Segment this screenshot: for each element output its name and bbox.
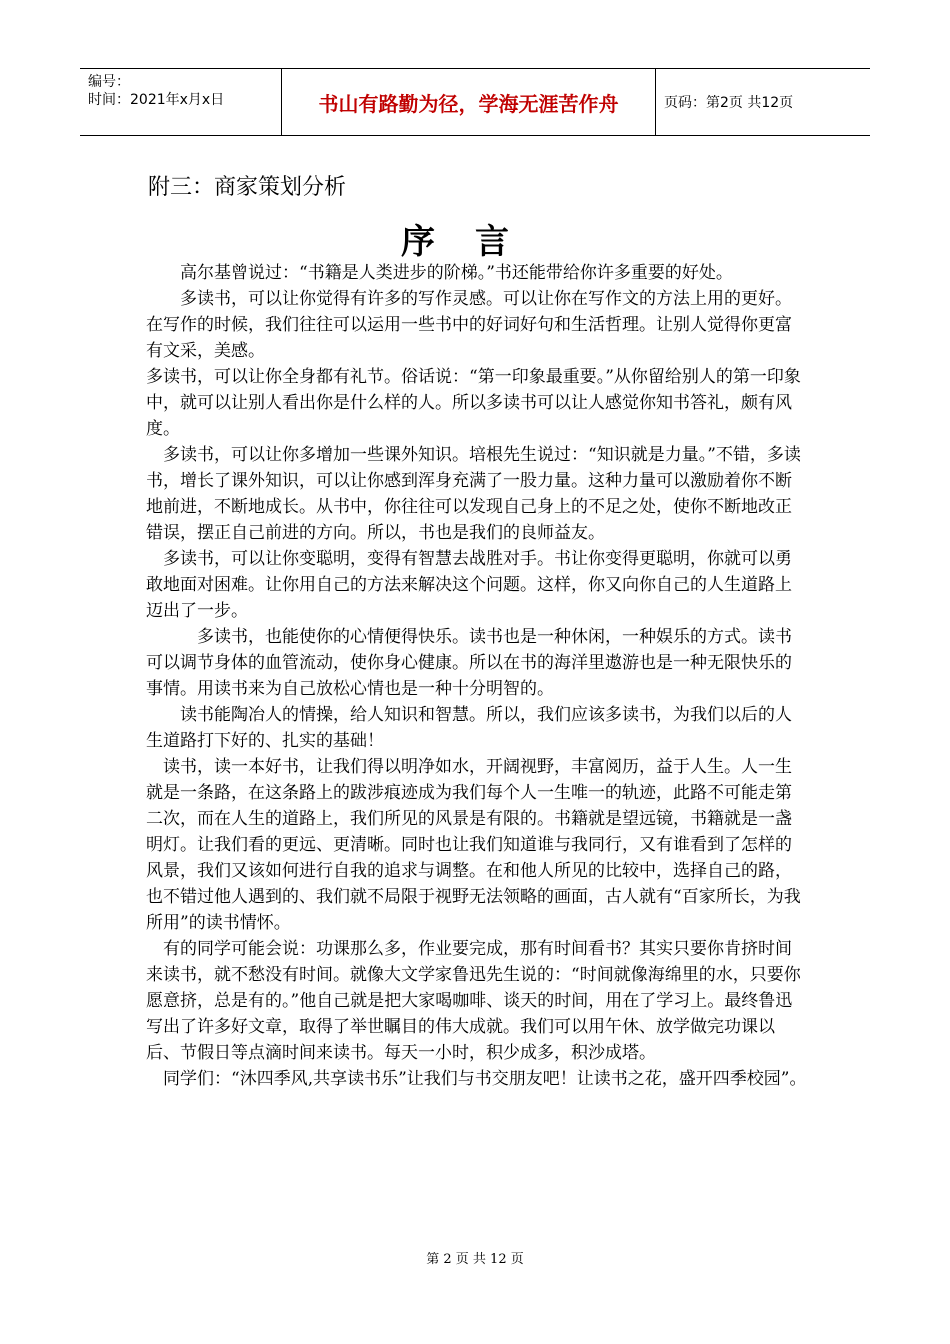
- motto: 书山有路勤为径，学海无涯苦作舟: [282, 69, 656, 135]
- number-label: 编号：: [88, 74, 130, 90]
- paragraph: 读书能陶冶人的情操，给人知识和智慧。所以，我们应该多读书，为我们以后的人生道路打下好的、扎实的基础！: [146, 705, 792, 751]
- header-left-cell: [80, 69, 282, 135]
- paragraph: 高尔基曾说过：“书籍是人类进步的阶梯。”书还能带给你许多重要的好处。: [146, 263, 733, 283]
- page-title: 序言: [401, 222, 549, 262]
- paragraph: 多读书，可以让你变聪明，变得有智慧去战胜对手。书让你变得更聪明，你就可以勇敢地面对困难。让你用自己的方法来解决这个问题。这样，你又向你自己的人生道路上迈出了一步。: [146, 549, 792, 621]
- body-text: [146, 260, 808, 1092]
- paragraph: 多读书，也能使你的心情便得快乐。读书也是一种休闲，一种娱乐的方式。读书可以调节身体的血管流动，使你身心健康。所以在书的海洋里遨游也是一种无限快乐的事情。用读书来为自己放松心情也是一种十分明智的。: [146, 627, 792, 699]
- paragraph: 多读书，可以让你多增加一些课外知识。培根先生说过：“知识就是力量。”不错，多读书，增长了课外知识，可以让你感到浑身充满了一股力量。这种力量可以激励着你不断地前进，不断地成长。从书中，你往往可以发现自己身上的不足之处，使你不断地改正错误，摆正自己前进的方向。所以，书也是我们的良师益友。: [146, 445, 801, 543]
- header-table: [80, 68, 870, 136]
- paragraph: 有的同学可能会说：功课那么多，作业要完成，那有时间看书？其实只要你肯挤时间来读书，就不愁没有时间。就像大文学家鲁迅先生说的：“时间就像海绵里的水，只要你愿意挤，总是有的。”他自己就是把大家喝咖啡、谈天的时间，用在了学习上。最终鲁迅写出了许多好文章，取得了举世瞩目的伟大成就。我们可以用午休、放学做完功课以后、节假日等点滴时间来读书。每天一小时，积少成多，积沙成塔。: [146, 939, 801, 1063]
- paragraph: 多读书，可以让你全身都有礼节。俗话说：“第一印象最重要。”从你留给别人的第一印象中，就可以让别人看出你是什么样的人。所以多读书可以让人感觉你知书答礼，颇有风度。: [146, 367, 801, 439]
- time-label: 时间：2021年x月x日: [88, 92, 225, 108]
- page-info: 页码：第2页 共12页: [664, 95, 794, 111]
- appendix-title: 附三：商家策划分析: [148, 175, 347, 200]
- paragraph: 同学们：“沐四季风,共享读书乐”让我们与书交朋友吧！让读书之花，盛开四季校园”。: [146, 1069, 807, 1089]
- paragraph: 多读书，可以让你觉得有许多的写作灵感。可以让你在写作文的方法上用的更好。在写作的时候，我们往往可以运用一些书中的好词好句和生活哲理。让别人觉得你更富有文采，美感。: [146, 289, 792, 361]
- paragraph: 读书，读一本好书，让我们得以明净如水，开阔视野，丰富阅历，益于人生。人一生就是一条路，在这条路上的跋涉痕迹成为我们每个人一生唯一的轨迹，此路不可能走第二次，而在人生的道路上，我们所见的风景是有限的。书籍就是望远镜，书籍就是一盏明灯。让我们看的更远、更清晰。同时也让我们知道谁与我同行，又有谁看到了怎样的风景，我们又该如何进行自我的追求与调整。在和他人所见的比较中，选择自己的路，也不错过他人遇到的、我们就不局限于视野无法领略的画面，古人就有“百家所长，为我所用”的读书情怀。: [146, 757, 801, 933]
- page-footer: 第 2 页 共 12 页: [426, 1252, 524, 1267]
